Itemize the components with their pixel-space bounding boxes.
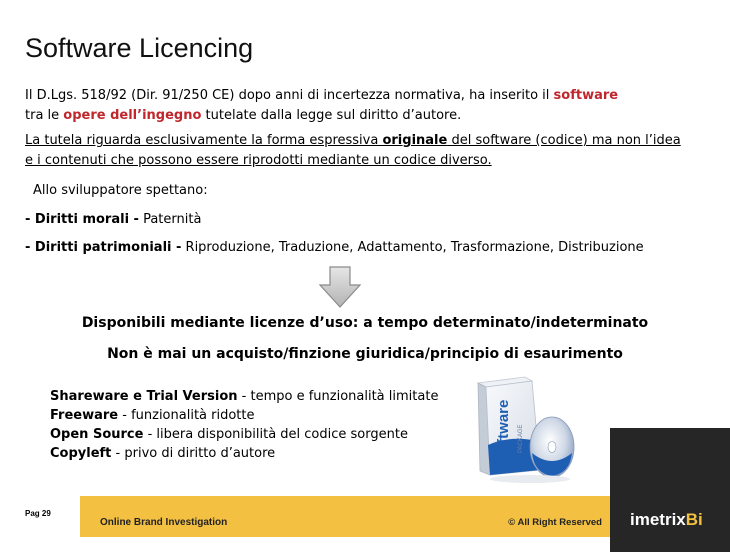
developer-heading: Allo sviluppatore spettano:	[33, 183, 208, 198]
protection-text: La tutela riguarda esclusivamente la forma espressiva	[25, 133, 383, 148]
statement-licences: Disponibili mediante licenze d’uso: a tempo determinato/indeterminato	[81, 315, 649, 331]
logo-text	[630, 510, 703, 530]
right-item-moral	[25, 210, 644, 230]
license-name: Open Source	[50, 427, 144, 442]
originale-bold: originale	[382, 133, 448, 148]
intro-text: tra le	[25, 108, 64, 123]
intro-paragraph	[25, 86, 618, 126]
logo-main: imetrix	[630, 510, 686, 529]
license-item	[50, 387, 438, 406]
license-desc: - libera disponibilità del codice sorgente	[143, 427, 408, 442]
license-desc: - privo di diritto d’autore	[111, 446, 276, 461]
software-highlight: software	[553, 88, 619, 103]
box-label: Software	[495, 399, 512, 463]
footer-title: Online Brand Investigation	[100, 517, 228, 528]
imetrix-logo	[610, 428, 730, 552]
license-types-list	[50, 387, 438, 463]
right-item-patrimonial	[25, 238, 644, 258]
slide-title: Software Licencing	[25, 33, 254, 63]
logo-accent: Bi	[685, 510, 703, 529]
software-box-icon	[470, 375, 585, 485]
right-text: Paternità	[138, 212, 202, 227]
intro-text: tutelate dalla legge sul diritto d’autore.	[201, 108, 462, 123]
license-desc: - funzionalità ridotte	[118, 408, 255, 423]
right-label: - Diritti morali -	[25, 212, 139, 227]
protection-text: e i contenuti che possono essere riprodotti mediante un codice diverso.	[25, 153, 492, 168]
down-arrow-icon	[318, 265, 362, 309]
license-name: Shareware e Trial Version	[50, 389, 238, 404]
box-sublabel: PACKAGE	[518, 424, 524, 453]
license-item	[50, 425, 438, 444]
rights-list	[25, 210, 644, 258]
right-text: Riproduzione, Traduzione, Adattamento, Trasformazione, Distribuzione	[181, 240, 644, 255]
footer-bar	[80, 496, 610, 537]
intro-text: Il D.Lgs. 518/92 (Dir. 91/250 CE) dopo anni di incertezza normativa, ha inserito il	[25, 88, 554, 103]
protection-text: del software (codice) ma non l’idea	[447, 133, 681, 148]
protection-paragraph	[25, 131, 681, 171]
page-number: Pag 29	[25, 509, 51, 518]
statement-not-purchase: Non è mai un acquisto/finzione giuridica/principio di esaurimento	[107, 346, 623, 362]
opere-highlight: opere dell’ingegno	[63, 108, 202, 123]
license-item	[50, 444, 438, 463]
license-name: Freeware	[50, 408, 119, 423]
footer-copyright: © All Right Reserved	[508, 517, 602, 528]
license-desc: - tempo e funzionalità limitate	[237, 389, 439, 404]
license-name: Copyleft	[50, 446, 112, 461]
right-label: - Diritti patrimoniali -	[25, 240, 182, 255]
license-item	[50, 406, 438, 425]
